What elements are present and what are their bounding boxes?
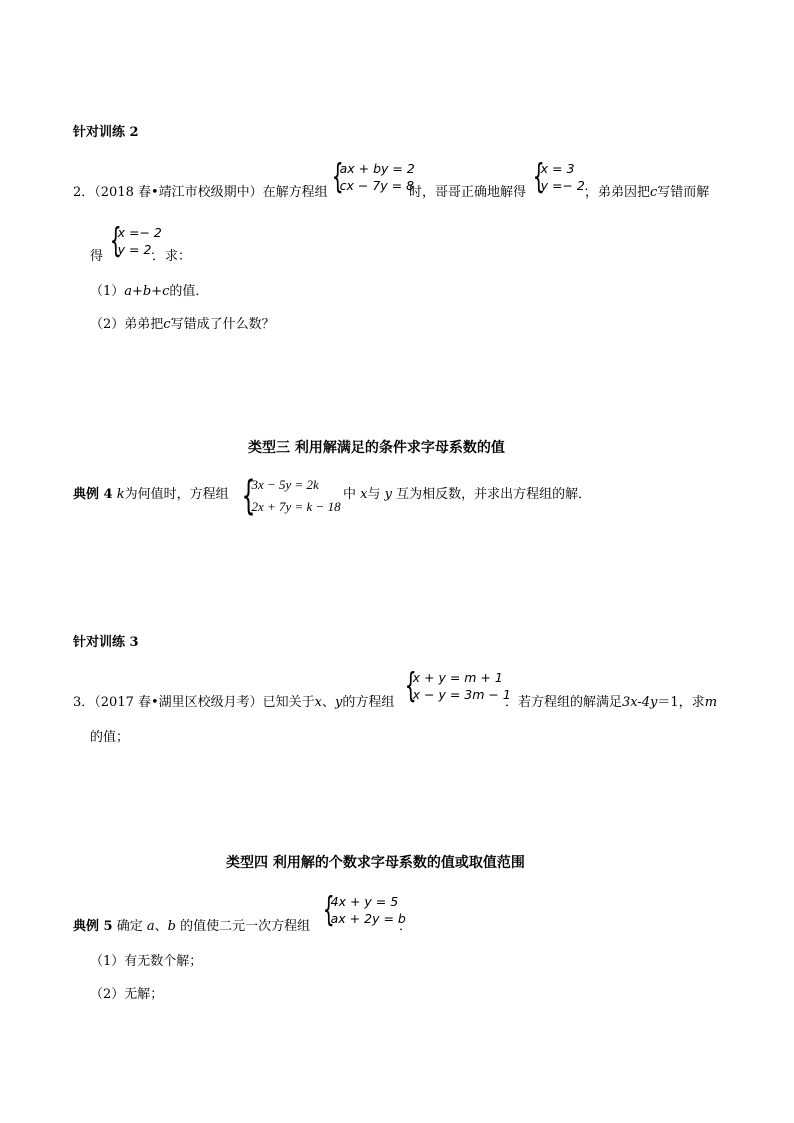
equation-system-5 <box>395 666 511 706</box>
variable-k: k <box>116 487 125 502</box>
equation: ax + by = 2 <box>339 161 415 176</box>
question-text: ． <box>399 919 413 934</box>
variable-m: m <box>704 695 718 710</box>
question-text: ．求： <box>152 249 192 264</box>
equation: y =− 2. <box>540 178 589 193</box>
question-3-line1: 3．（2017 春•湖里区校级月考）已知关于x、y的方程组 <box>73 695 395 710</box>
left-brace: { <box>322 890 335 930</box>
equation-system-6 <box>313 890 406 930</box>
question-text: 的值； <box>90 730 130 745</box>
training2-heading: 针对训练 2 <box>73 125 139 140</box>
equation: y = 2. <box>117 242 156 257</box>
variable-y: y <box>384 487 393 502</box>
question-number: 2． <box>73 185 95 200</box>
variable-x: x <box>314 695 323 710</box>
type3-title: 类型三 利用解满足的条件求字母系数的值 <box>248 440 505 456</box>
example-4-text: 典例 4 k为何值时，方程组 <box>73 487 229 502</box>
question-2-line1 <box>73 186 328 199</box>
sub-question-2: （2）弟弟把c写错成了什么数？ <box>90 317 275 332</box>
variable-y: y <box>335 695 343 710</box>
left-brace: { <box>331 157 344 197</box>
type4-title: 类型四 利用解的个数求字母系数的值或取值范围 <box>226 855 525 871</box>
condition-expression: 3x-4y <box>622 695 658 710</box>
question-text: ，弟弟因把c写错而解 <box>585 185 710 200</box>
equation-system-2 <box>523 157 589 197</box>
left-brace: { <box>241 473 256 519</box>
question-text: （2018 春•靖江市校级期中）在解方程组 <box>94 185 328 200</box>
question-text: ．若方程组的解满足3x-4y＝1，求m <box>505 695 718 710</box>
equation: 4x + y = 5 <box>330 894 399 909</box>
equation: ax + 2y = b <box>330 911 406 926</box>
variable-b: b <box>167 919 176 934</box>
equation-system-4 <box>230 474 341 518</box>
equation: 2x + 7y = k − 18 <box>251 499 341 514</box>
sub-question-1: （1）有无数个解； <box>90 954 203 969</box>
question-number: 3． <box>73 695 95 710</box>
equation: x = 3 <box>540 161 575 176</box>
example-4-text: 中 x与 y 互为相反数，并求出方程组的解． <box>343 487 592 502</box>
variable-x: x <box>360 487 368 502</box>
left-brace: { <box>109 221 122 261</box>
equation: 3x − 5y = 2k <box>251 477 319 492</box>
question-text: 得 <box>90 249 104 264</box>
variable-a: a <box>146 919 155 934</box>
example-label: 典例 5 <box>73 919 113 934</box>
equation: x + y = m + 1 <box>412 670 503 685</box>
expression: a+b+c <box>124 284 170 299</box>
training3-heading: 针对训练 3 <box>73 635 139 650</box>
example-label: 典例 4 <box>73 487 113 502</box>
question-text: 时，哥哥正确地解得 <box>409 185 527 200</box>
left-brace: { <box>532 157 545 197</box>
equation: x − y = 3m − 1 <box>412 687 511 702</box>
sub-question-1: （1）a+b+c的值． <box>90 284 209 299</box>
equation: x =− 2 <box>117 225 162 240</box>
example-5-text: 典例 5 确定 a、b 的值使二元一次方程组 <box>73 919 311 934</box>
equation-system-1 <box>322 157 415 197</box>
variable-c: c <box>163 317 171 332</box>
left-brace: { <box>404 666 417 706</box>
equation: cx − 7y = 8 <box>339 178 415 193</box>
variable-c: c <box>650 185 658 200</box>
sub-question-2: （2）无解； <box>90 987 164 1002</box>
